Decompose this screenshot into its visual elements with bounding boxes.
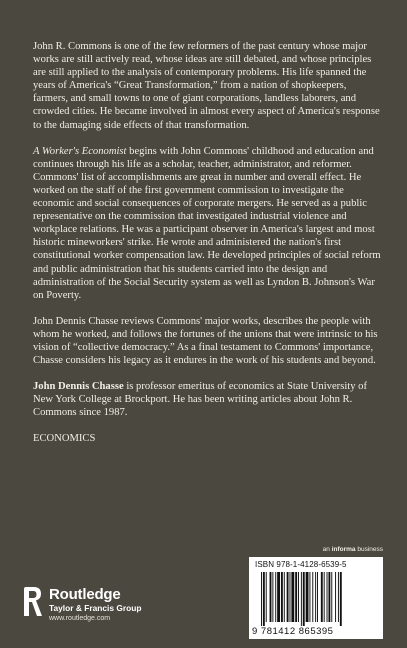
- book-title: A Worker's Economist: [33, 145, 127, 157]
- barcode-bar: [315, 572, 316, 622]
- barcode-bar: [263, 572, 265, 626]
- barcode-bar: [303, 572, 305, 626]
- barcode-bar: [340, 572, 342, 626]
- barcode-bar: [275, 572, 276, 622]
- barcode-bar: [338, 572, 339, 622]
- isbn-barcode: [249, 557, 383, 639]
- barcode-bar: [266, 572, 267, 622]
- barcode-bar: [331, 572, 332, 622]
- subject-category: ECONOMICS: [33, 433, 96, 445]
- informa-brand: informa: [331, 546, 356, 553]
- barcode-bar: [295, 572, 297, 622]
- barcode-bar: [290, 572, 291, 622]
- author-bio-text: is professor emeritus of economics at State University of New York College at Brockport. He has been writing articles about John R. Commons since 1987.: [33, 381, 367, 419]
- blurb-paragraph-3: John Dennis Chasse reviews Commons' major works, describes the people with whom he worked, and follows the fortunes of the unions that were intrinsic to his vision of “collective democracy.” As a final testament to Commons' importance, Chasse considers his legacy as it endures in the work of his students and beyond.: [33, 315, 378, 367]
- isbn-label: ISBN 978-1-4128-6539-5: [255, 560, 347, 569]
- author-bio: [33, 380, 381, 419]
- barcode-bar: [287, 572, 289, 622]
- barcode-bar: [327, 572, 328, 622]
- barcode-bar: [317, 572, 318, 622]
- barcode-bar: [277, 572, 280, 622]
- barcode-bar: [284, 572, 285, 622]
- barcode-bar: [312, 572, 313, 622]
- informa-suffix: business: [355, 546, 383, 553]
- author-name: John Dennis Chasse: [33, 381, 124, 393]
- informa-prefix: an: [322, 546, 332, 553]
- blurb-paragraph-2-text: begins with John Commons' childhood and education and continues through his life as a scholar, teacher, administrator, and reformer. Commons' list of accomplishments are great in number and overall effect. He worked on the staff of the first government commission to investigate the economic and social consequences of corporate mergers. He served as a public representative on the commission that investigated industrial violence and workplace relations. He was a participant observer in America's largest and most historic mineworkers' strike. He wrote and administered the nation's first constitutional worker compensation law. He developed principles of social reform and public administration that his students carried into the design and administration of the Social Security system as well as Lyndon B. Johnson's War on Poverty.: [33, 145, 381, 301]
- barcode-bar: [328, 572, 330, 622]
- publisher-url[interactable]: www.routledge.com: [49, 615, 111, 622]
- cover-footer: [0, 543, 407, 648]
- barcode-bar: [324, 572, 325, 622]
- routledge-logo-icon: [22, 586, 44, 618]
- barcode-bar: [281, 572, 283, 622]
- back-cover-blurb: [33, 40, 381, 459]
- publisher-text: [49, 586, 141, 624]
- barcode-bar: [298, 572, 299, 622]
- barcode-bar: [309, 572, 310, 622]
- barcode-bar: [291, 572, 294, 622]
- publisher-name: Routledge: [49, 586, 121, 603]
- blurb-paragraph-2: [33, 145, 381, 302]
- blurb-paragraph-1: John R. Commons is one of the few reformers of the past century whose major works are still actively read, whose ideas are still debated, and whose principles are still applied to the analysis of contemporary problems. His life spanned the years of America's “Great Transformation,” from a nation of shopkeepers, farmers, and small towns to one of giant corporations, landless laborers, and crowded cities. He became involved in almost every aspect of America's response to the damaging side effects of that transformation.: [33, 41, 380, 131]
- publisher-group: Taylor & Francis Group: [49, 603, 142, 613]
- barcode-bars: [261, 572, 377, 626]
- barcode-bar: [301, 572, 302, 626]
- barcode-bar: [306, 572, 309, 622]
- barcode-bar: [272, 572, 273, 622]
- barcode-bar: [335, 572, 336, 622]
- publisher-logo: [22, 586, 182, 636]
- informa-tagline: [323, 546, 383, 553]
- barcode-bar: [270, 572, 272, 622]
- barcode-bar: [321, 572, 323, 622]
- barcode-digits: 9 781412 865395: [252, 626, 334, 637]
- barcode-bar: [261, 572, 262, 626]
